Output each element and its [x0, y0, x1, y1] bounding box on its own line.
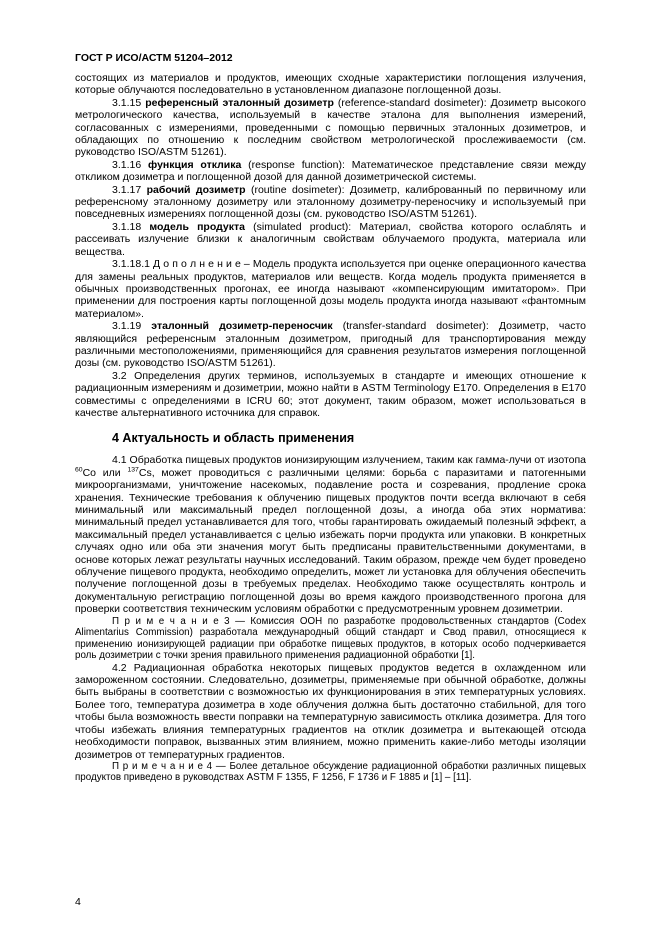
- body-text: 4 Актуальность и область применения: [112, 431, 355, 446]
- document-body: [75, 72, 586, 784]
- body-text: 4.1 Обработка пищевых продуктов ионизирующим излучением, таким как гамма-лучи от изотопа: [112, 454, 586, 467]
- body-text: П р и м е ч а н и е 3 — Комиссия ООН по разработке продовольственных стандартов (Codex Alimentarius Commission) разработала международный общий стандарт и Свод правил, относящиеся к применению ионизирующей радиации при обработке пищевых продуктов, в которых особо подчеркивается роль дозиметрии с точки зрения правильного применения радиационной обработки [1].: [75, 615, 586, 662]
- term-bold-text: модель продукта: [149, 220, 245, 233]
- paragraph: [75, 72, 586, 97]
- note-paragraph: [75, 761, 586, 784]
- paragraph: [75, 454, 586, 615]
- paragraph: [75, 258, 586, 320]
- paragraph: [75, 184, 586, 221]
- superscript-text: 60: [75, 466, 83, 474]
- term-bold-text: рабочий дозиметр: [146, 183, 246, 196]
- body-text: Co или: [82, 466, 128, 479]
- body-text: 3.1.16: [112, 158, 149, 171]
- term-bold-text: референсный эталонный дозиметр: [145, 96, 334, 109]
- superscript-text: 137: [127, 466, 139, 474]
- paragraph: [75, 370, 586, 420]
- body-text: (routine dosimeter): Дозиметр, калиброванный по первичному или референсному эталонному дозиметру или эталонному дозиметру-переносчику и используемый при повседневных измерениях поглощенной дозы (см. руководство ISO/ASTM 51261).: [75, 183, 586, 221]
- term-bold-text: эталонный дозиметр-переносчик: [151, 320, 333, 333]
- paragraph: [75, 320, 586, 370]
- body-text: (simulated product): Материал, свойства которого ослаблять и рассеивать излучение близки к аналогичным свойствам облучаемого продукта, материала или вещества.: [75, 220, 586, 258]
- body-text: 3.1.17: [112, 183, 147, 196]
- body-text: 3.1.18.1 Д о п о л н е н и е – Модель продукта используется при оценке операционного качества для замены реальных продуктов, материалов или веществ. Когда модель продукта применяется в обычных производственных прогонах, ее иногда называют «компенсирующим имитатором». При применении для построения карты поглощенной дозы модель продукта иногда называют «фантомным материалом».: [75, 258, 586, 320]
- term-bold-text: функция отклика: [148, 158, 242, 171]
- paragraph: [75, 97, 586, 159]
- body-text: 3.1.18: [112, 220, 150, 233]
- body-text: (response function): Математическое представление связи между откликом дозиметра и поглощенной дозой для данной дозиметрической системы.: [75, 158, 586, 184]
- body-text: 3.1.15: [112, 96, 146, 109]
- note-paragraph: [75, 616, 586, 662]
- section-heading: [75, 431, 586, 445]
- body-text: 3.1.19: [112, 320, 152, 333]
- body-text: (reference-standard dosimeter): Дозиметр высокого метрологического качества, используемый в качестве эталона для выполнения измерений, согласованных с измерениями, проведенными с помощью первичных эталонных дозиметров, и обладающих по отношению к последним свойством метрологической прослеживаемости (см. руководство ISO/ASTM 51261).: [75, 96, 586, 159]
- body-text: П р и м е ч а н и е 4 — Более детальное обсуждение радиационной обработки различных пищевых продуктов приведено в руководствах ASTM F 1355, F 1256, F 1736 и F 1885 и [1] – [11].: [75, 760, 586, 784]
- body-text: 3.2 Определения других терминов, используемых в стандарте и имеющих отношение к радиационным измерениям и дозиметрии, можно найти в ASTM Terminology E170. Определения в E170 совместимы с определениями в ICRU 60; этот документ, таким образом, может использоваться в качестве альтернативного источника для справок.: [75, 369, 586, 419]
- body-text: Cs, может проводиться с различными целями: борьба с паразитами и патогенными микроорганизмами, уничтожение насекомых, подавление роста и созревания, продление срока хранения. Технические требования к облучению пищевых продуктов почти всегда включают в себя минимальный или максимальный предел поглощенной дозы, а иногда оба этих норматива: минимальный предел устанавливается для того, чтобы гарантировать ожидаемый полезный эффект, а максимальный предел устанавливается с целью избежать порчи продукта или упаковки. В конкретных случаях одно или оба эти значения могут быть предписаны правительственными документами, в основе которых лежат результаты научных исследований. Таким образом, прежде чем будет проведено облучение пищевого продукта, необходимо определить, может ли установка для облучения обеспечить получение поглощенной дозы в требуемых пределах. Необходимо также осуществлять контроль и документальную регистрацию поглощенной дозы во время каждого производственного прогона для проверки соответствия техническим условиям обработки с предусмотренным уровнем дозиметрии.: [75, 466, 586, 616]
- body-text: 4.2 Радиационная обработка некоторых пищевых продуктов ведется в охлажденном или замороженном состоянии. Следовательно, дозиметры, применяемые при обычной обработке, должны быть выбраны в соответствии с возможностью их функционирования в этих температурных условиях. Более того, температура дозиметра в ходе облучения должна быть достаточно стабильной, для того чтобы была возможность ввести поправки на температурную зависимость отклика дозиметра. Для того чтобы избежать влияния температурных градиентов на отклик дозиметра и вытекающей отсюда необходимости поправок, вызванных этим влиянием, можно применить какие-либо методы изоляции дозиметров от температурных градиентов.: [75, 661, 586, 761]
- document-header: ГОСТ Р ИСО/АСТМ 51204–2012: [75, 52, 233, 64]
- paragraph: [75, 662, 586, 761]
- paragraph: [75, 221, 586, 258]
- paragraph: [75, 159, 586, 184]
- body-text: (transfer-standard dosimeter): Дозиметр, часто являющийся референсным эталонным дозиметром, пригодный для транспортирования между различными местоположениями, применяющийся для сравнения результатов измерения поглощенной дозы (см. руководство ISO/ASTM 51261).: [75, 320, 586, 370]
- page-number: 4: [75, 896, 81, 908]
- body-text: состоящих из материалов и продуктов, имеющих сходные характеристики поглощения излучения, которые облучаются последовательно в установленном диапазоне поглощенной дозы.: [75, 72, 586, 97]
